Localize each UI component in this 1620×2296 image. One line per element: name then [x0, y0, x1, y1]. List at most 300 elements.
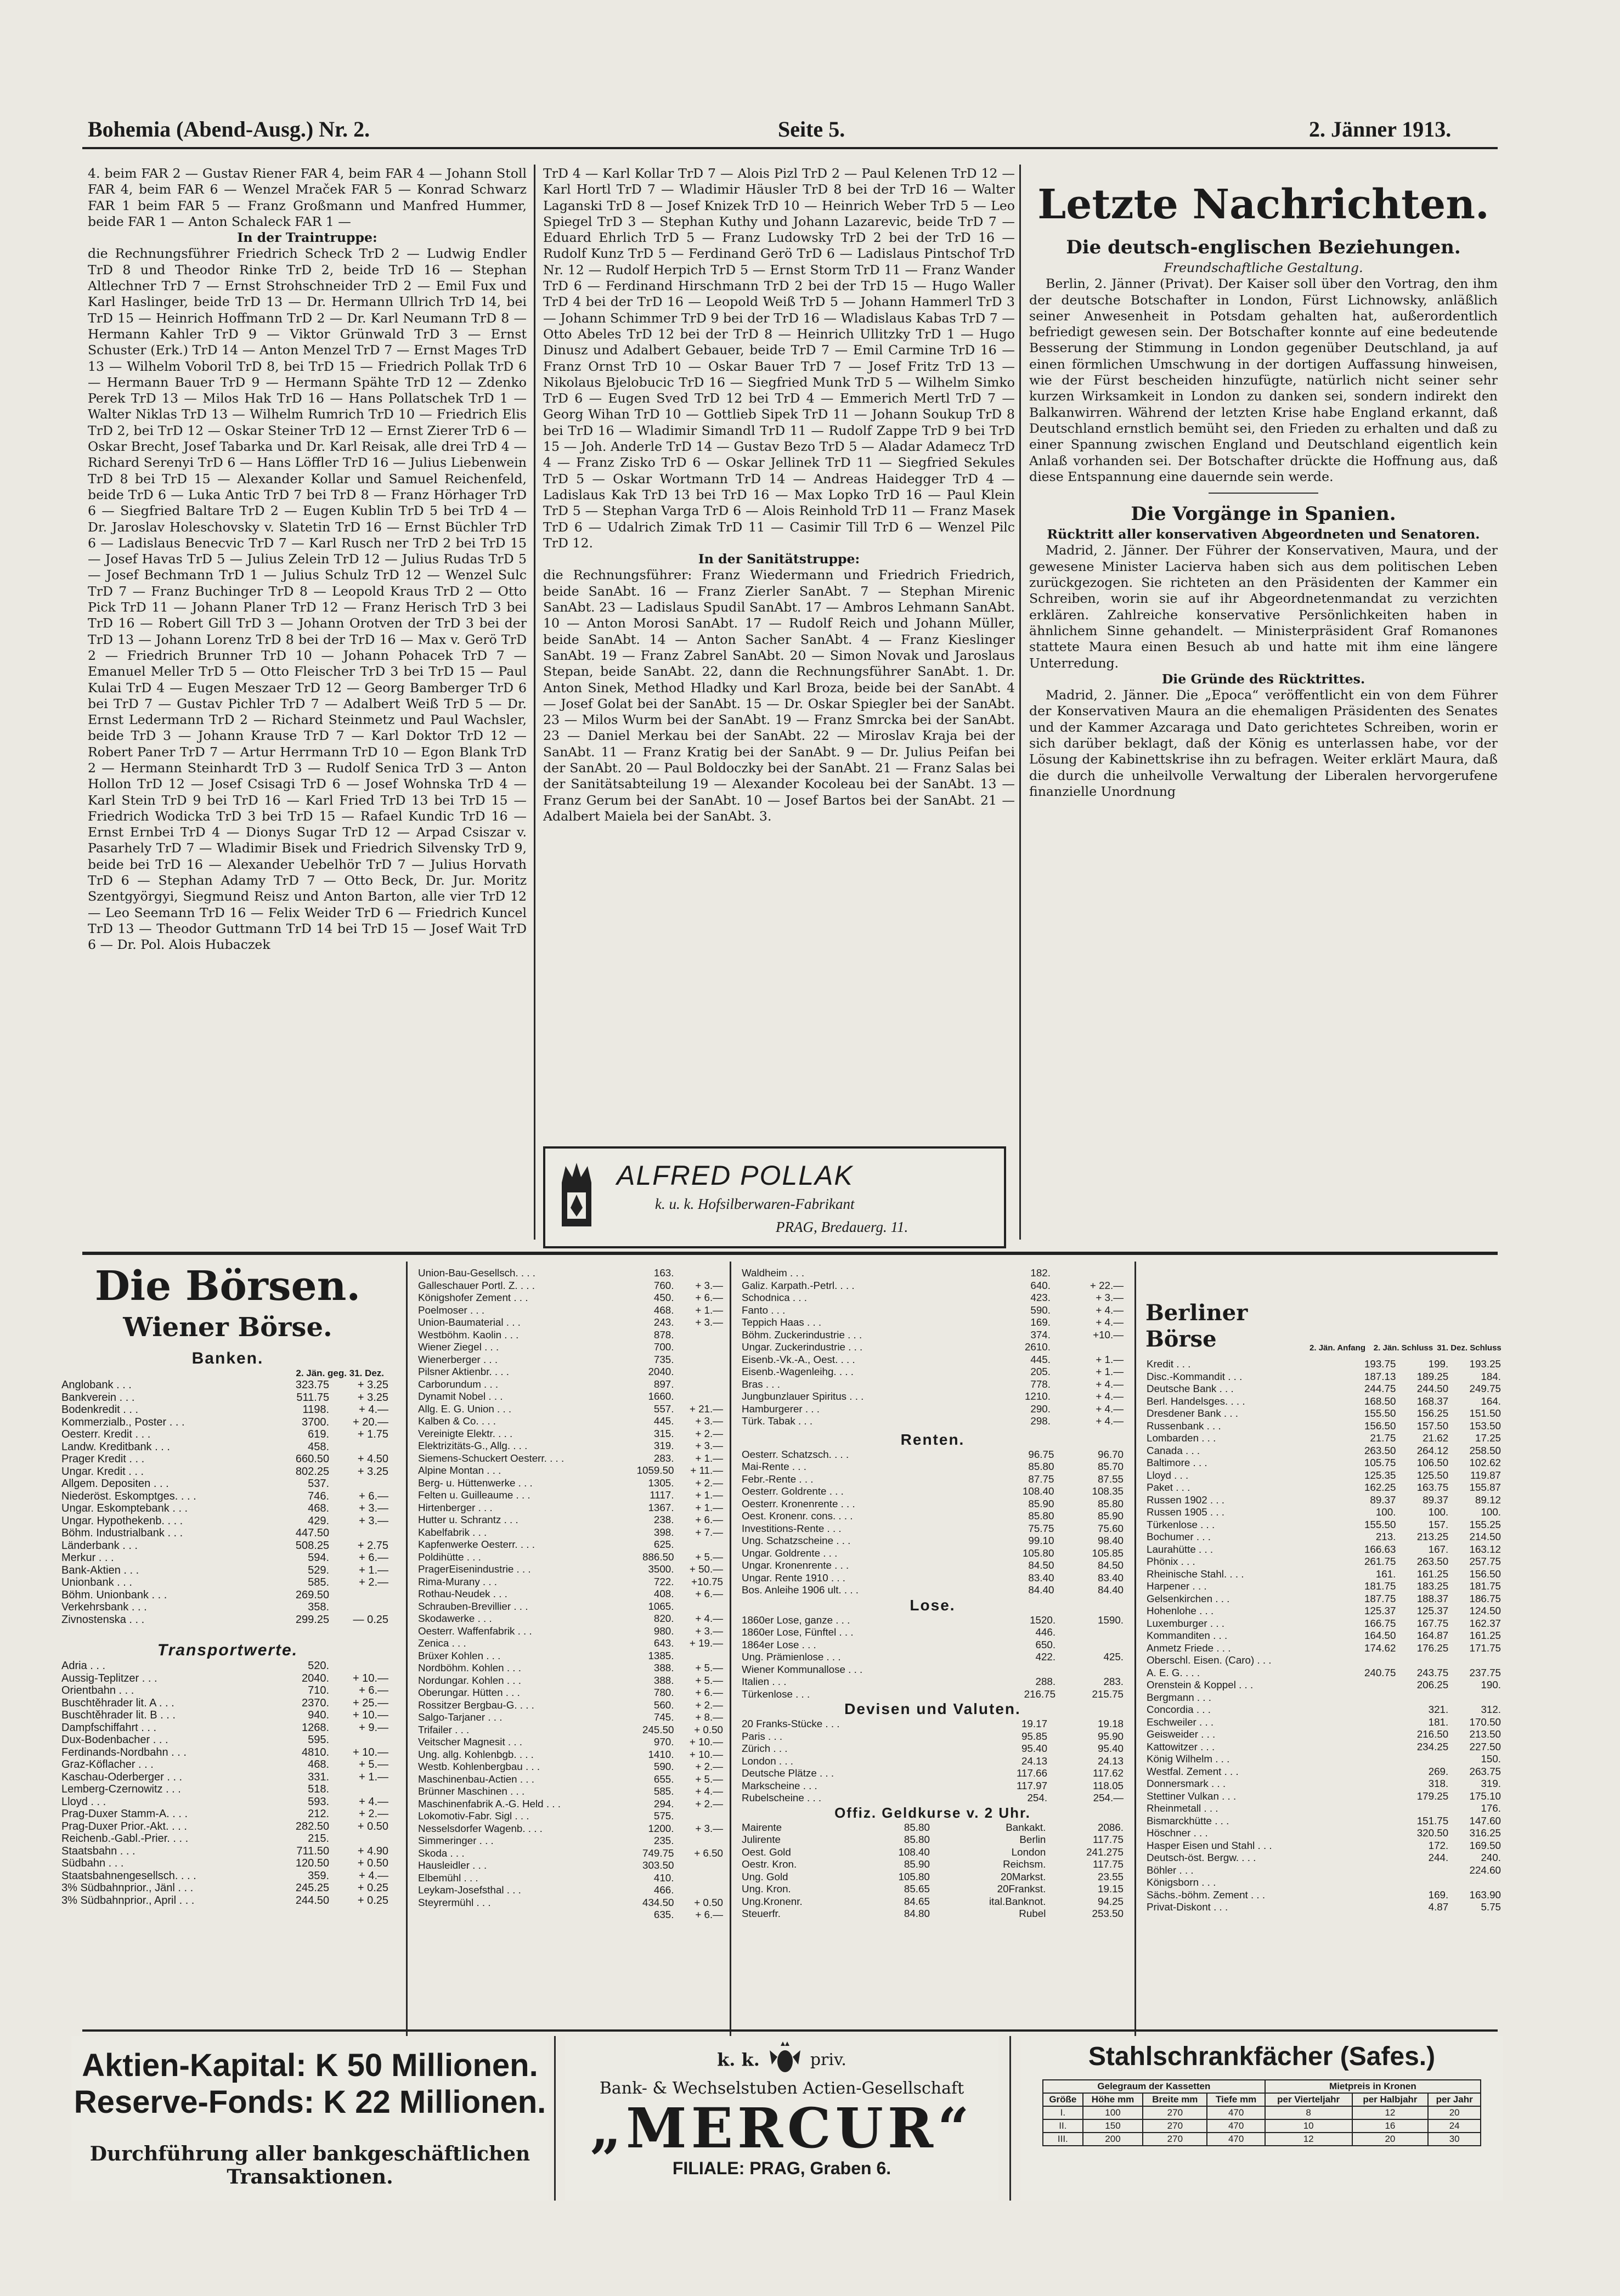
security-name: Poelmoser . . .	[418, 1304, 485, 1316]
security-name: Hutter u. Schrantz . . .	[418, 1514, 518, 1525]
banken-row	[60, 1552, 390, 1564]
berlin-row	[1145, 1753, 1502, 1766]
quote-value: 95.40	[1021, 1743, 1048, 1754]
quote-value	[1345, 1876, 1397, 1889]
quote-value: 283.	[1103, 1676, 1124, 1687]
transport-row	[60, 1771, 390, 1784]
banken-date-header: 2. Jän. geg. 31. Dez.	[296, 1368, 384, 1378]
security-name: Galleschauer Portl. Z. . . .	[418, 1279, 535, 1291]
quote-value: 84.40	[1028, 1584, 1054, 1596]
transport-row	[60, 1734, 390, 1746]
quote-value: 150.	[1481, 1753, 1501, 1765]
security-name: Kaschau-Oderberger . . .	[61, 1771, 183, 1783]
security-name: Ungar. Hypothekenb. . . .	[61, 1514, 183, 1527]
industrie-row	[417, 1897, 724, 1909]
industrie-row	[417, 1884, 724, 1897]
quote-value: 117.75	[1092, 1858, 1124, 1870]
quote-value: 234.25	[1416, 1740, 1449, 1752]
misc-row	[741, 1292, 1125, 1304]
article-madrid-1: Madrid, 2. Jänner. Der Führer der Konservativen, Maura, und der gewesene Minister Lacierva haben sich aus dem politischen Leben zurückgezogen. Sie richteten an den Präsidenten der Kammer ein Schreiben, worin sie auf ihr Abgeordnetenmandat zu verzichten erklären. Zahlreiche konservative Persönlichkeiten haben in ähnlichem Sinne gehandelt. — Ministerpräsident Graf Romanones stattete Maura einen Besuch ab und hatte mit ihm eine längere Unterredung.	[1029, 542, 1498, 671]
transport-row	[60, 1845, 390, 1858]
quote-value	[330, 1527, 390, 1540]
security-name: Poldihütte . . .	[418, 1551, 481, 1563]
quote-value	[675, 1539, 724, 1551]
header-left: Bohemia (Abend-Ausg.) Nr. 2.	[88, 117, 370, 142]
quote-value: 151.75	[1416, 1814, 1449, 1826]
security-name: Brünner Maschinen . . .	[418, 1785, 525, 1797]
quote-value: 593.	[308, 1795, 330, 1808]
security-name: Julirente	[742, 1834, 781, 1845]
security-name: PragerEisenindustrie . . .	[418, 1563, 531, 1575]
quote-value: + 6.—	[359, 1684, 388, 1696]
renten-row	[741, 1523, 1125, 1535]
quote-value: + 10.—	[352, 1672, 388, 1684]
quote-value	[1345, 1753, 1397, 1766]
quote-value: 155.50	[1364, 1407, 1396, 1419]
transport-row	[60, 1697, 390, 1710]
quote-value: 595.	[308, 1734, 330, 1746]
security-name: Türk. Tabak . . .	[742, 1415, 813, 1427]
security-name: Ung. Prämienlose . . .	[742, 1651, 841, 1662]
security-name: Investitions-Rente . . .	[742, 1522, 842, 1534]
quote-value	[1345, 1889, 1397, 1902]
quote-value: 244.	[1428, 1852, 1449, 1863]
berlin-row	[1145, 1815, 1502, 1828]
quote-value: 1198.	[302, 1404, 330, 1416]
quote-value: + 2.—	[695, 1699, 723, 1711]
berlin-row	[1145, 1519, 1502, 1531]
security-name: Oesterr. Kredit . . .	[61, 1428, 151, 1440]
geldkurs-row	[741, 1908, 1125, 1920]
quote-value: 319.	[1481, 1778, 1501, 1789]
quote-value	[675, 1601, 724, 1613]
berlin-row	[1145, 1667, 1502, 1679]
security-name: Geisweider . . .	[1147, 1728, 1216, 1740]
quote-value: 100.	[1481, 1506, 1501, 1518]
quote-value: 186.75	[1469, 1592, 1501, 1604]
security-name: Reichenb.-Gabl.-Prier. . . .	[61, 1833, 189, 1845]
security-name: Oesterr. Goldrente . . .	[742, 1485, 844, 1497]
quote-value: 19.17	[1021, 1718, 1048, 1729]
renten-row	[741, 1535, 1125, 1547]
quote-value: 445.	[653, 1415, 674, 1427]
security-name: Kredit . . .	[1147, 1358, 1191, 1370]
security-name: Nordböhm. Kohlen . . .	[418, 1662, 521, 1673]
berlin-table	[1145, 1358, 1502, 1914]
security-name: Allg. E. G. Union . . .	[418, 1403, 512, 1415]
mercur-priv-left: k. k.	[717, 2049, 760, 2070]
quote-value: 303.50	[642, 1859, 674, 1871]
quote-value	[1057, 1626, 1125, 1639]
security-name: Oesterr. Schatzsch. . . .	[742, 1448, 849, 1460]
quote-value: 594.	[308, 1552, 330, 1564]
quote-value: 213.25	[1416, 1531, 1449, 1542]
safes-cell: I.	[1043, 2106, 1083, 2119]
quote-value: 163.75	[1416, 1481, 1449, 1493]
quote-value: 434.50	[642, 1896, 674, 1908]
quote-value: 518.	[308, 1783, 330, 1795]
boerse-divider-a	[406, 1262, 408, 2051]
quote-value	[675, 1354, 724, 1366]
safes-cell: 270	[1143, 2106, 1207, 2119]
lose-row	[741, 1614, 1125, 1627]
misc-row	[741, 1304, 1125, 1317]
quote-value: 778.	[1030, 1378, 1051, 1390]
berlin-row	[1145, 1840, 1502, 1852]
geldkurs-row	[741, 1822, 1125, 1834]
berlin-row	[1145, 1543, 1502, 1556]
quote-value: 75.60	[1098, 1522, 1124, 1534]
security-name: Lombarden . . .	[1147, 1432, 1216, 1444]
quote-value: 1200.	[648, 1822, 674, 1834]
quote-value: + 6.—	[695, 1687, 723, 1698]
quote-value	[1397, 1654, 1449, 1667]
quote-value: + 3.—	[695, 1279, 723, 1291]
quote-value: 655.	[653, 1773, 674, 1785]
security-name: Union-Bau-Gesellsch. . . .	[418, 1267, 535, 1279]
security-name: Oberschl. Eisen. (Caro) . . .	[1147, 1654, 1272, 1666]
quote-value: 117.75	[1092, 1834, 1124, 1845]
devisen-title: Devisen und Valuten.	[844, 1700, 1021, 1717]
safes-cell: 30	[1428, 2133, 1481, 2146]
quote-value	[1345, 1778, 1397, 1790]
quote-value: + 3.—	[695, 1822, 723, 1834]
quote-value: 167.75	[1416, 1617, 1449, 1629]
quote-value: 205.	[1030, 1366, 1051, 1377]
lose-row	[741, 1688, 1125, 1701]
security-name: Waldheim . . .	[742, 1267, 805, 1279]
quote-value: 168.50	[1364, 1395, 1396, 1407]
quote-value: 171.75	[1469, 1642, 1501, 1654]
quote-value: 264.12	[1416, 1444, 1449, 1456]
quote-value: + 4.—	[1096, 1390, 1124, 1402]
industrie-table	[417, 1267, 724, 1921]
security-name: Rubelscheine . . .	[742, 1792, 822, 1803]
quote-value: 980.	[653, 1625, 674, 1637]
industrie-row	[417, 1502, 724, 1514]
safes-cell: 470	[1207, 2106, 1265, 2119]
quote-value	[1345, 1741, 1397, 1754]
quote-value: 183.25	[1416, 1580, 1449, 1592]
security-name: Kommerzialb., Poster . . .	[61, 1416, 185, 1428]
security-name: Bos. Anleihe 1906 ult. . . .	[742, 1584, 859, 1596]
berlin-row	[1145, 1654, 1502, 1667]
quote-value: + 6.50	[694, 1847, 723, 1859]
quote-value: 468.	[653, 1304, 674, 1316]
quote-value: 213.50	[1469, 1728, 1501, 1740]
misc-row	[741, 1378, 1125, 1391]
quote-value: 710.	[308, 1684, 330, 1696]
col1-intro: 4. beim FAR 2 — Gustav Riener FAR 4, beim FAR 4 — Johann Stoll FAR 4, beim FAR 6 — Wenzel Mraček FAR 5 — Konrad Schwarz FAR 1 beim FAR 5 — Franz Großmann und Manfred Hummer, beide FAR 1 — Anton Schaleck FAR 1 —	[88, 166, 527, 229]
quote-value: + 2.75	[357, 1539, 388, 1552]
lose-row	[741, 1664, 1125, 1676]
security-name: Kattowitzer . . .	[1147, 1740, 1215, 1752]
devisen-row	[741, 1767, 1125, 1780]
quote-value: + 0.50	[357, 1820, 388, 1833]
quote-value: 650.	[1035, 1638, 1056, 1650]
quote-value	[675, 1810, 724, 1823]
banken-row	[60, 1614, 390, 1626]
quote-value	[675, 1650, 724, 1662]
security-name: Steuerfr.	[742, 1908, 781, 1919]
col1-heading-train: In der Traintruppe:	[237, 230, 377, 246]
industrie-row	[417, 1736, 724, 1749]
banken-title: Banken.	[191, 1349, 264, 1367]
quote-value	[1345, 1679, 1397, 1692]
berlin-row	[1145, 1864, 1502, 1877]
safes-col-header: Höhe mm	[1083, 2093, 1143, 2106]
safes-cell: 12	[1352, 2106, 1429, 2119]
security-name: Ungar. Eskomptebank . . .	[61, 1502, 188, 1514]
quote-value: 660.50	[295, 1453, 330, 1465]
quote-value: 108.40	[898, 1846, 930, 1858]
quote-value: + 0.25	[357, 1894, 388, 1907]
industrie-row	[417, 1637, 724, 1650]
quote-value: 2086.	[1098, 1821, 1124, 1833]
berlin-row	[1145, 1790, 1502, 1803]
quote-value: 257.75	[1469, 1556, 1501, 1567]
industrie-row	[417, 1292, 724, 1304]
industrie-row	[417, 1390, 724, 1403]
security-name: Kapfenwerke Oesterr. . . .	[418, 1539, 535, 1550]
security-name: Stettiner Vulkan . . .	[1147, 1790, 1237, 1802]
col2-train-list: TrD 4 — Karl Kollar TrD 7 — Alois Pizl TrD 2 — Paul Kelenen TrD 12 — Karl Hortl TrD 7 — Wladimir Häusler TrD 8 bei der TrD 16 — Walter Laganski TrD 8 — Josef Knizek TrD 10 — Heinrich Weber TrD 5 — Leo Spiegel TrD 3 — Stephan Kuthy und Johann Lazarevic, beide TrD 7 — Eduard Ehrlich TrD 5 — Franz Ludowsky TrD 2 bei der TrD 16 — Rudolf Kunz TrD 5 — Ferdinand Gerö TrD 6 — Ladislaus Pintschof TrD Nr. 12 — Rudolf Herpich TrD 5 — Ernst Storm TrD 11 — Franz Wander TrD 6 — Ferdinand Hirschmann TrD 2 bei der TrD 15 — Hugo Waller TrD 4 bei der TrD 16 — Leopold Weiß TrD 5 — Johann Hammerl TrD 3 — Johann Schimmer TrD 9 bei der TrD 16 — Wladislaus Kabas TrD 7 — Otto Abeles TrD 12 bei der TrD 8 — Heinrich Ullitzky TrD 1 — Hugo Dinusz und Adalbert Gebauer, beide TrD 7 — Emil Carmine TrD 16 — Franz Ornst TrD 10 — Oskar Bauer TrD 7 — Josef Fritz TrD 13 — Nikolaus Bjelobucic TrD 16 — Siegfried Munk TrD 5 — Wilhelm Simko TrD 6 — Eugen Sved TrD 12 bei TrD 4 — Emmerich Mertl TrD 7 — Georg Wihan TrD 10 — Gottlieb Sipek TrD 11 — Johann Soukup TrD 8 bei TrD 16 — Wladimir Simandl TrD 11 — Rudolf Zappe TrD 9 bei TrD 15 — Joh. Anderle TrD 14 — Gustav Bezo TrD 5 — Aladar Adamecz TrD 4 — Franz Zisko TrD 6 — Oskar Jellinek TrD 11 — Siegfried Sekules TrD 5 — Oskar Wortmann TrD 14 — Andreas Haidegger TrD 4 — Ladislaus Kak TrD 13 bei TrD 16 — Max Lopko TrD 16 — Paul Klein TrD 5 — Stephan Varga TrD 6 — Alois Reinhold TrD 11 — Franz Masek TrD 6 — Udalrich Zimak TrD 11 — Casimir Till TrD 6 — Wenzel Pilc TrD 12.	[543, 166, 1015, 551]
quote-value	[1345, 1852, 1397, 1864]
industrie-row	[417, 1909, 724, 1921]
quote-value: 4.87	[1428, 1901, 1449, 1913]
quote-value: 240.	[1481, 1852, 1501, 1863]
boerse-column-d	[1145, 1300, 1502, 2035]
quote-value: 85.80	[904, 1821, 930, 1833]
wiener-boerse-title: Wiener Börse.	[123, 1312, 332, 1343]
renten-row	[741, 1572, 1125, 1585]
quote-value: 1367.	[648, 1501, 674, 1513]
quote-value	[675, 1390, 724, 1403]
quote-value: 283.	[653, 1452, 674, 1464]
transport-row	[60, 1857, 390, 1870]
quote-value: 105.75	[1364, 1457, 1396, 1468]
safes-cell: 20	[1428, 2106, 1481, 2119]
quote-value: + 5.—	[695, 1773, 723, 1785]
quote-value: + 11.—	[690, 1464, 723, 1476]
quote-value: 3700.	[302, 1416, 330, 1428]
banken-table	[60, 1379, 390, 1626]
security-name: Maschinenbau-Actien . . .	[418, 1773, 534, 1785]
quote-value	[330, 1734, 390, 1746]
berlin-row	[1145, 1494, 1502, 1507]
quote-value: + 5.—	[695, 1662, 723, 1673]
security-name: Ung. Kron.	[742, 1883, 791, 1895]
security-name: Ung.Kronenr.	[742, 1895, 803, 1907]
renten-table	[741, 1449, 1125, 1597]
quote-value: 258.50	[1469, 1444, 1501, 1456]
quote-value: 100.	[1428, 1506, 1449, 1518]
quote-value: + 4.—	[695, 1613, 723, 1624]
security-name: Böhm. Zuckerindustrie . . .	[742, 1328, 862, 1341]
quote-value: 4810.	[302, 1746, 330, 1758]
banken-row	[60, 1416, 390, 1429]
quote-value: 163.12	[1469, 1543, 1501, 1555]
quote-value: + 1.—	[695, 1501, 723, 1513]
quote-value: 95.90	[1098, 1730, 1124, 1742]
quote-value: 422.	[1035, 1651, 1056, 1662]
security-name: König Wilhelm . . .	[1147, 1753, 1230, 1765]
banken-row	[60, 1466, 390, 1478]
security-name: Länderbank . . .	[61, 1539, 138, 1552]
quote-value: 89.37	[1423, 1494, 1449, 1506]
quote-value	[675, 1366, 724, 1378]
transport-row	[60, 1833, 390, 1845]
quote-value: 193.25	[1469, 1358, 1501, 1370]
quote-value: 84.80	[904, 1908, 930, 1919]
berlin-row	[1145, 1445, 1502, 1457]
quote-value: + 1.—	[1096, 1353, 1124, 1365]
quote-value: 398.	[653, 1526, 674, 1538]
quote-value: 168.37	[1416, 1395, 1449, 1407]
quote-value: + 3.—	[1096, 1292, 1124, 1303]
aktien-kapital-line: Aktien-Kapital: K 50 Millionen.	[82, 2048, 538, 2083]
quote-value	[1345, 1790, 1397, 1803]
security-name: Böhm. Unionbank . . .	[61, 1588, 167, 1601]
quote-value: 2040.	[648, 1366, 674, 1377]
quote-value: 20Frankst.	[997, 1883, 1046, 1895]
quote-value: 446.	[1035, 1626, 1056, 1638]
quote-value	[330, 1441, 390, 1454]
security-name: Ung. Gold	[742, 1870, 788, 1882]
header-right: 2. Jänner 1913.	[1309, 117, 1452, 142]
ads-divider-1	[554, 2036, 556, 2201]
industrie-row	[417, 1415, 724, 1428]
security-name: Ungar. Rente 1910 . . .	[742, 1571, 845, 1584]
banken-row	[60, 1527, 390, 1540]
quote-value: 224.60	[1469, 1864, 1501, 1876]
security-name: Disc.-Kommandit . . .	[1147, 1370, 1243, 1382]
devisen-row	[741, 1743, 1125, 1755]
security-name: Felten u. Guilleaume . . .	[418, 1489, 530, 1501]
safes-table	[1042, 2079, 1481, 2146]
misc-row	[741, 1366, 1125, 1378]
security-name: Galiz. Karpath.-Petrl. . . .	[742, 1279, 855, 1291]
security-name: Rheinmetall . . .	[1147, 1802, 1218, 1814]
safes-cell: II.	[1043, 2119, 1083, 2133]
quote-value	[675, 1378, 724, 1391]
security-name: Carborundum . . .	[418, 1378, 499, 1390]
quote-value: + 3.—	[359, 1502, 388, 1514]
quote-value: 447.50	[295, 1527, 330, 1539]
safes-row	[1043, 2106, 1481, 2119]
quote-value: 95.85	[1021, 1730, 1048, 1742]
mercur-name: „MERCUR“	[590, 2096, 974, 2161]
industrie-row	[417, 1452, 724, 1465]
security-name: Elbemühl . . .	[418, 1871, 478, 1884]
quote-value: 162.25	[1364, 1481, 1396, 1493]
security-name: Oesterr. Kronenrente . . .	[742, 1497, 855, 1509]
quote-value: 244.50	[295, 1894, 330, 1907]
security-name: Dux-Bodenbacher . . .	[61, 1734, 168, 1746]
quote-value: 5.75	[1481, 1901, 1501, 1913]
quote-value: 124.50	[1469, 1605, 1501, 1616]
security-name: Bochumer . . .	[1147, 1531, 1211, 1542]
industrie-row	[417, 1526, 724, 1539]
quote-value: 17.25	[1475, 1432, 1501, 1444]
berlin-row	[1145, 1395, 1502, 1408]
quote-value: + 20.—	[352, 1416, 388, 1428]
quote-value: 216.50	[1416, 1728, 1449, 1740]
misc-row	[741, 1316, 1125, 1329]
quote-value: 214.50	[1469, 1531, 1501, 1542]
berlin-row	[1145, 1371, 1502, 1383]
lose-title: Lose.	[910, 1596, 956, 1614]
quote-value: 85.80	[1028, 1510, 1054, 1522]
quote-value: + 1.—	[695, 1452, 723, 1464]
industrie-row	[417, 1823, 724, 1835]
security-name: Zivnostenska . . .	[61, 1613, 145, 1626]
industrie-row	[417, 1798, 724, 1811]
security-name: Prager Kredit . . .	[61, 1453, 145, 1465]
quote-value: 89.37	[1370, 1494, 1396, 1506]
ads-top-rule	[82, 2029, 1498, 2032]
quote-value	[675, 1859, 724, 1872]
renten-row	[741, 1547, 1125, 1560]
quote-value: 169.50	[1469, 1839, 1501, 1851]
quote-value	[675, 1267, 724, 1280]
security-name: Union-Baumaterial . . .	[418, 1316, 521, 1328]
quote-value: 156.50	[1469, 1568, 1501, 1580]
quote-value: 940.	[308, 1709, 330, 1721]
col2-heading-sanitaet: In der Sanitätstruppe:	[698, 551, 860, 567]
berlin-row	[1145, 1679, 1502, 1692]
quote-value: Berlin	[1019, 1834, 1046, 1845]
security-name: Markscheine . . .	[742, 1779, 817, 1791]
security-name: Kommanditen . . .	[1147, 1630, 1228, 1641]
quote-value: 188.37	[1416, 1592, 1449, 1604]
geldkurs-row	[741, 1871, 1125, 1884]
quote-value: 749.75	[642, 1847, 674, 1859]
pollak-name: ALFRED POLLAK	[617, 1160, 854, 1191]
security-name: Orenstein & Koppel . . .	[1147, 1679, 1254, 1690]
quote-value: + 25.—	[352, 1696, 388, 1709]
security-name: Paris . . .	[742, 1730, 783, 1742]
quote-value: 320.50	[1416, 1827, 1449, 1839]
quote-value: 206.25	[1416, 1679, 1449, 1690]
quote-value	[1057, 1639, 1125, 1652]
industrie-row	[417, 1675, 724, 1687]
security-name: Simmeringer . . .	[418, 1835, 494, 1846]
berlin-col-3: 31. Dez. Schluss	[1437, 1343, 1502, 1353]
safes-cell: 470	[1207, 2133, 1265, 2146]
misc-row	[741, 1415, 1125, 1428]
quote-value	[1397, 1692, 1449, 1704]
quote-value: 238.	[653, 1514, 674, 1525]
security-name: Veitscher Magnesit . . .	[418, 1736, 522, 1748]
column-divider-2	[1019, 165, 1021, 1240]
quote-value: 98.40	[1098, 1535, 1124, 1546]
quote-value: 119.87	[1470, 1469, 1501, 1481]
security-name: Anglobank . . .	[61, 1379, 132, 1391]
banken-row	[60, 1453, 390, 1466]
quote-value: 263.50	[1416, 1556, 1449, 1567]
quote-value: 878.	[653, 1328, 674, 1341]
transport-row	[60, 1746, 390, 1759]
misc-table	[741, 1267, 1125, 1428]
quote-value: 388.	[653, 1662, 674, 1673]
col2-sanitaet-list: die Rechnungsführer: Franz Wiedermann und Friedrich Friedrich, beide SanAbt. 16 — Franz Zierler SanAbt. 7 — Stephan Mirenic SanAbt. 23 — Ladislaus Spudil SanAbt. 17 — Ambros Lehmann SanAbt. 10 — Anton Morosi SanAbt. 17 — Rudolf Reich und Johann Müller, beide SanAbt. 14 — Anton Sacher SanAbt. 4 — Franz Kieslinger SanAbt. 19 — Franz Zabrel SanAbt. 20 — Simon Novak und Jaroslaus Stepan, beide SanAbt. 22, dann die Rechnungsführer SanAbt. 1. Dr. Anton Sinek, Method Hladky und Karl Broza, beide bei der SanAbt. 4 — Josef Golat bei der SanAbt. 15 — Dr. Oskar Spiegler bei der SanAbt. 23 — Milos Wurm bei der SanAbt. 19 — Franz Smrcka bei der SanAbt. 23 — Daniel Merkau bei der SanAbt. 22 — Miroslav Kraja bei der SanAbt. 11 — Franz Kratig bei der SanAbt. 9 — Dr. Julius Peifan bei der SanAbt. 20 — Paul Boldoczky bei der SanAbt. 21 — Franz Salas bei der Sanitätsabteilung 19 — Alexander Kocoleau bei der SanAbt. 13 — Franz Gerum bei der SanAbt. 10 — Josef Bartos bei der SanAbt. 21 — Adalbert Maiela bei der SanAbt. 3.	[543, 567, 1015, 824]
renten-row	[741, 1449, 1125, 1461]
berlin-row	[1145, 1901, 1502, 1914]
pollak-line1: k. u. k. Hofsilberwaren-Fabrikant	[655, 1196, 855, 1212]
security-name: Lloyd . . .	[61, 1795, 106, 1808]
quote-value: 1385.	[648, 1649, 674, 1661]
